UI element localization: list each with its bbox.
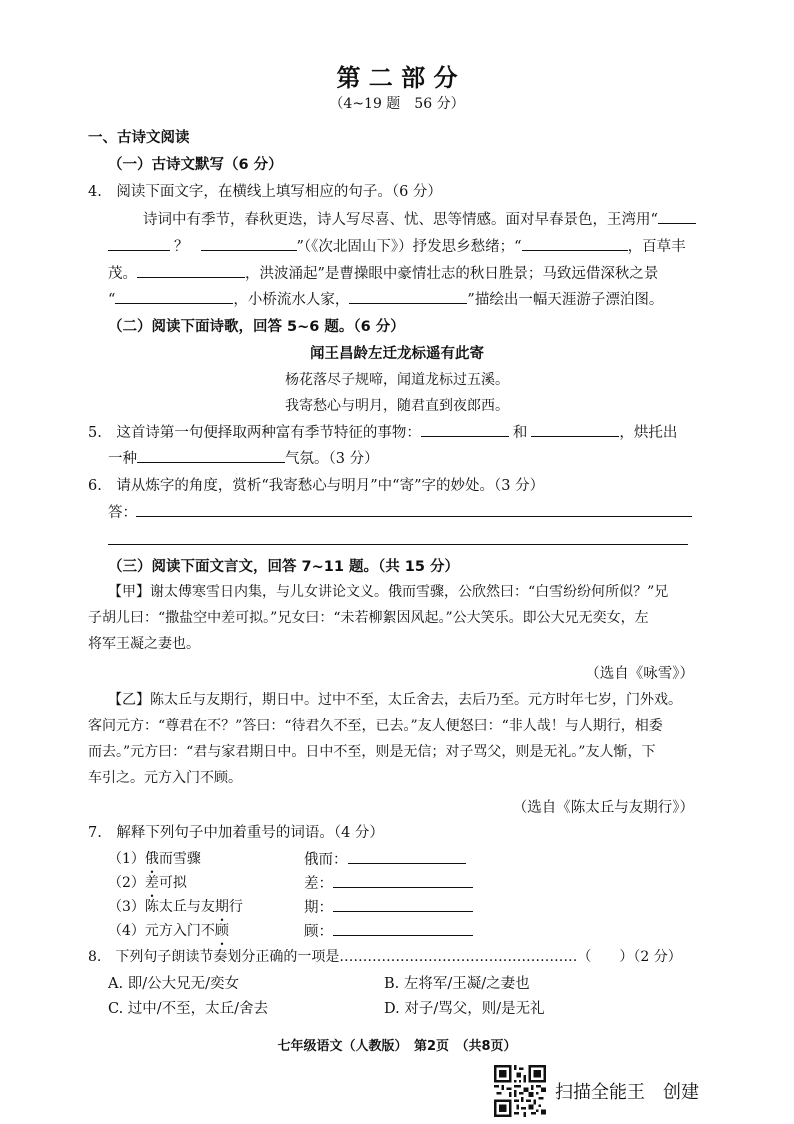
part3-heading: （三）阅读下面文言文，回答 7~11 题。（共 15 分）	[108, 559, 460, 575]
q4-stem: 4. 阅读下面文字，在横线上填写相应的句子。（6 分）	[88, 184, 442, 200]
q7-answer	[304, 848, 466, 869]
passage-jia-source: （选自《咏雪》）	[585, 666, 694, 682]
q8-stem: 8. 下列句子朗读节奏划分正确的一项是……………………………………………（ ）（2 分）	[88, 949, 682, 965]
answer-blank[interactable]	[108, 236, 170, 251]
q7-answer-label: 顾：	[304, 924, 333, 940]
q5-text: 5. 这首诗第一句便择取两种富有季节特征的事物：	[88, 425, 421, 441]
q4-line3	[108, 262, 658, 283]
passage-yi-line: 车引之。元方入门不顾。	[88, 770, 242, 786]
poem-line: 我寄愁心与明月，随君直到夜郎西。	[285, 398, 509, 414]
q8-option-a[interactable]: A. 即/公大兄无/奕女	[108, 976, 239, 992]
q7-answer	[304, 896, 473, 917]
passage-jia-line: 【甲】谢太傅寒雪日内集，与儿女讲论文义。俄而雪骤，公欣然曰：“白雪纷纷何所似？”兄	[108, 584, 669, 600]
emphasis-word: 期	[214, 899, 229, 915]
scanner-watermark: 扫描全能王 创建	[555, 1082, 699, 1103]
q7-answer-label: 俄而：	[304, 852, 348, 868]
answer-line[interactable]	[136, 516, 692, 517]
q7-answer-label: 期：	[304, 900, 333, 916]
q8-option-d[interactable]: D. 对子/骂父，则/是无礼	[384, 1001, 545, 1017]
q4-text: ，洪波涌起”是曹操眼中豪情壮志的秋日胜景；马致远借深秋之景	[245, 266, 659, 282]
answer-blank[interactable]	[333, 873, 473, 888]
q7-item: （2）差可拟	[108, 875, 187, 891]
q4-text: ”描绘出一幅天涯游子漂泊图。	[467, 292, 664, 308]
q4-text: ？	[174, 239, 189, 255]
poem-title: 闻王昌龄左迁龙标遥有此寄	[310, 346, 484, 362]
q4-line4	[108, 288, 663, 309]
section-heading: 一、古诗文阅读	[88, 130, 190, 146]
passage-jia-line: 子胡儿曰：“撒盐空中差可拟。”兄女曰：“未若柳絮因风起。”公大笑乐。即公大兄无奕女，左	[88, 610, 649, 626]
q5-text: ，烘托出	[619, 425, 678, 441]
part2-heading: （二）阅读下面诗歌，回答 5~6 题。（6 分）	[108, 319, 405, 335]
answer-blank[interactable]	[137, 448, 285, 463]
part1-heading: （一）古诗文默写（6 分）	[108, 157, 283, 173]
poem-line: 杨花落尽子规啼，闻道龙标过五溪。	[285, 372, 509, 388]
q8-option-c[interactable]: C. 过中/不至，太丘/舍去	[108, 1001, 269, 1017]
answer-blank[interactable]	[421, 422, 509, 437]
answer-blank[interactable]	[115, 289, 233, 304]
q7-item: （1）俄而雪骤	[108, 851, 201, 867]
q7-stem: 7. 解释下列句子中加着重号的词语。（4 分）	[88, 825, 384, 841]
emphasis-word: 顾	[214, 923, 229, 939]
passage-jia-line: 将军王凝之妻也。	[88, 636, 200, 652]
answer-blank[interactable]	[333, 921, 473, 936]
q4-text: ”（《次北固山下》）抒发思乡愁绪；“	[296, 239, 522, 255]
answer-blank[interactable]	[333, 897, 473, 912]
q7-item: （3）陈太丘与友期行	[108, 899, 243, 915]
emphasis-word: 俄	[144, 851, 159, 867]
q4-text: 诗词中有季节，春秋更迭，诗人写尽喜、忧、思等情感。面对早春景色，王湾用“	[143, 212, 658, 228]
q7-answer	[304, 920, 473, 941]
q8-option-b[interactable]: B. 左将军/王凝/之妻也	[384, 976, 530, 992]
q4-text: ，小桥流水人家，	[233, 292, 350, 308]
q7-answer-label: 差：	[304, 876, 333, 892]
q4-text: ，百草丰	[627, 239, 686, 255]
answer-blank[interactable]	[522, 236, 628, 251]
passage-yi-source: （选自《陈太丘与友期行》）	[512, 800, 694, 816]
answer-blank[interactable]	[348, 849, 466, 864]
answer-blank[interactable]	[531, 422, 619, 437]
q4-line2	[108, 235, 686, 256]
q7-answer	[304, 872, 473, 893]
passage-yi-line: 客问元方：“尊君在不？”答曰：“待君久不至，已去。”友人便怒曰：“非人哉！与人期行，相委	[88, 718, 663, 734]
passage-yi-line: 而去。”元方曰：“君与家君期日中。日中不至，则是无信；对子骂父，则是无礼。”友人惭，下	[88, 744, 656, 760]
q4-text: 茂。	[108, 266, 137, 282]
page-title: 第 二 部 分	[336, 64, 458, 92]
q5-line2	[108, 447, 379, 468]
answer-blank[interactable]	[349, 289, 467, 304]
page-footer: 七年级语文（人教版） 第2页 （共8页）	[277, 1039, 517, 1054]
q4-line1	[143, 208, 696, 229]
passage-yi-line: 【乙】陈太丘与友期行，期日中。过中不至，太丘舍去，去后乃至。元方时年七岁，门外戏。	[108, 692, 682, 708]
page-subtitle: （4~19 题 56 分）	[329, 96, 465, 112]
q4-text: “	[108, 292, 116, 308]
answer-blank[interactable]	[658, 209, 696, 224]
q6-stem: 6. 请从炼字的角度，赏析“我寄愁心与明月”中“寄”字的妙处。（3 分）	[88, 478, 545, 494]
q7-item: （4）元方入门不顾	[108, 923, 229, 939]
answer-blank[interactable]	[137, 263, 245, 278]
q5-text: 和	[512, 425, 528, 441]
q5-text: 气氛。（3 分）	[285, 451, 379, 467]
emphasis-word: 差	[144, 875, 159, 891]
answer-blank[interactable]	[201, 236, 297, 251]
answer-line[interactable]	[108, 544, 688, 545]
q6-answer-label: 答：	[108, 505, 137, 521]
q5-line1	[88, 421, 677, 442]
q5-text: 一种	[108, 451, 137, 467]
qr-code-icon	[494, 1065, 546, 1117]
